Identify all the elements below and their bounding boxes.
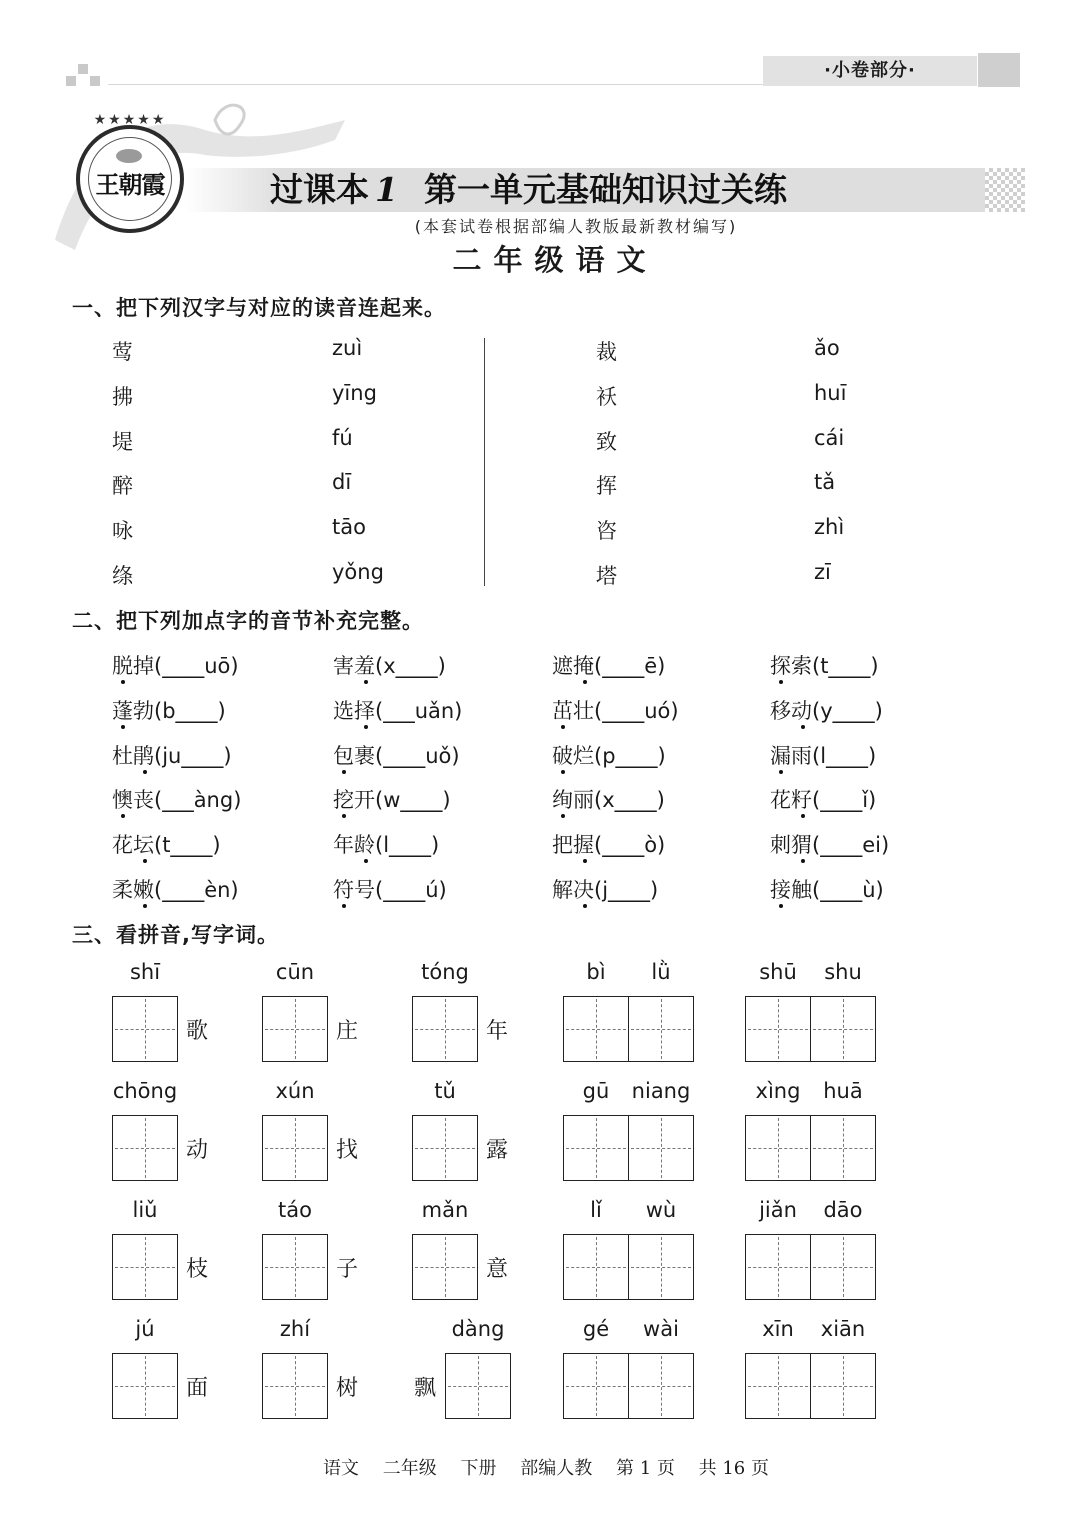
writing-box bbox=[262, 1234, 328, 1300]
syllable-item: 懊丧(___àng) bbox=[112, 788, 242, 813]
pinyin-label: wù bbox=[645, 1198, 677, 1222]
writing-box bbox=[563, 1353, 629, 1419]
syllable-item: 杜鹃(ju____) bbox=[112, 743, 232, 768]
left-pinyin: tāo bbox=[332, 515, 366, 540]
writing-box bbox=[745, 1353, 811, 1419]
emphasis-dot bbox=[801, 859, 805, 863]
page-title bbox=[270, 168, 787, 212]
emphasis-dot bbox=[121, 725, 125, 729]
emphasis-dot bbox=[364, 680, 368, 684]
pinyin-label: lǜ bbox=[651, 960, 671, 984]
syllable-item: 包裹(____uǒ) bbox=[333, 743, 460, 768]
syllable-item: 接触(____ù) bbox=[770, 878, 884, 902]
writing-box bbox=[810, 1353, 876, 1419]
syllable-item: 花坛(t____) bbox=[112, 833, 221, 858]
pinyin-label: mǎn bbox=[421, 1198, 469, 1222]
footer-grade: 二年级 bbox=[382, 1458, 437, 1479]
left-pinyin: yǒng bbox=[332, 560, 384, 584]
given-character: 枝 bbox=[186, 1257, 209, 1282]
writing-box bbox=[628, 996, 694, 1062]
pinyin-label: gé bbox=[582, 1317, 610, 1341]
pinyin-label: zhí bbox=[279, 1317, 311, 1341]
pinyin-label: xiān bbox=[820, 1317, 866, 1341]
emphasis-dot bbox=[342, 904, 346, 908]
syllable-item: 破烂(p____) bbox=[552, 743, 666, 768]
pinyin-label: jú bbox=[135, 1317, 155, 1341]
page-footer bbox=[0, 1454, 1092, 1480]
emphasis-dot bbox=[779, 680, 783, 684]
pinyin-label: lǐ bbox=[590, 1198, 602, 1222]
section3-title: 三、看拼音,写字词。 bbox=[72, 923, 279, 947]
given-character: 意 bbox=[486, 1257, 509, 1282]
left-pinyin: fú bbox=[332, 425, 353, 450]
footer-volume: 下册 bbox=[460, 1458, 497, 1479]
pinyin-label: táo bbox=[278, 1198, 312, 1222]
right-char: 咨 bbox=[596, 519, 617, 544]
emphasis-dot bbox=[364, 725, 368, 729]
writing-box bbox=[563, 996, 629, 1062]
given-character: 动 bbox=[186, 1138, 209, 1163]
emphasis-dot bbox=[143, 859, 147, 863]
logo-stars: ★★★★★ bbox=[93, 112, 167, 128]
grade-subject: 二年级语文 bbox=[452, 243, 658, 277]
writing-box bbox=[262, 1115, 328, 1181]
writing-box bbox=[112, 1353, 178, 1419]
title-prefix: 过课本 bbox=[270, 170, 369, 209]
right-pinyin: tǎ bbox=[814, 470, 836, 495]
section1-title: 一、把下列汉字与对应的读音连起来。 bbox=[72, 296, 446, 320]
pinyin-label: xīn bbox=[762, 1317, 794, 1341]
title-main: 第一单元基础知识过关练 bbox=[423, 170, 787, 209]
footer-subject: 语文 bbox=[323, 1458, 360, 1479]
pinyin-label: shī bbox=[129, 960, 161, 984]
emphasis-dot bbox=[143, 770, 147, 774]
syllable-item: 茁壮(____uó) bbox=[552, 698, 679, 723]
footer-total: 共 16 页 bbox=[698, 1458, 769, 1479]
pinyin-label: wài bbox=[643, 1317, 679, 1341]
syllable-item: 移动(y____) bbox=[770, 698, 883, 723]
emphasis-dot bbox=[342, 770, 346, 774]
left-char: 堤 bbox=[112, 429, 133, 454]
writing-box bbox=[745, 1234, 811, 1300]
emphasis-dot bbox=[561, 770, 565, 774]
right-char: 挥 bbox=[596, 474, 617, 499]
section2-title: 二、把下列加点字的音节补充完整。 bbox=[72, 609, 424, 633]
emphasis-dot bbox=[779, 904, 783, 908]
emphasis-dot bbox=[143, 904, 147, 908]
left-char: 醉 bbox=[112, 474, 133, 499]
left-char: 咏 bbox=[112, 519, 133, 544]
writing-box bbox=[628, 1234, 694, 1300]
emphasis-dot bbox=[583, 680, 587, 684]
pinyin-label: niang bbox=[631, 1079, 691, 1103]
right-pinyin: zī bbox=[814, 560, 831, 584]
pinyin-label: shu bbox=[824, 960, 862, 984]
footer-page: 第 1 页 bbox=[615, 1458, 675, 1479]
given-character: 子 bbox=[336, 1257, 359, 1282]
writing-box bbox=[628, 1353, 694, 1419]
emphasis-dot bbox=[561, 814, 565, 818]
footer-edition: 部编人教 bbox=[520, 1458, 593, 1479]
corner-decoration bbox=[66, 62, 106, 88]
pinyin-label: dāo bbox=[823, 1198, 863, 1222]
syllable-item: 挖开(w____) bbox=[333, 788, 451, 813]
emphasis-dot bbox=[801, 814, 805, 818]
writing-box bbox=[563, 1115, 629, 1181]
syllable-item: 探索(t____) bbox=[770, 654, 879, 678]
syllable-item: 解决(j____) bbox=[552, 878, 659, 902]
right-pinyin: cái bbox=[814, 425, 845, 450]
syllable-item: 符号(____ú) bbox=[333, 878, 447, 902]
given-character: 歌 bbox=[186, 1019, 209, 1044]
title-number: 1 bbox=[375, 170, 398, 209]
pinyin-label: shū bbox=[759, 960, 797, 984]
writing-box bbox=[810, 1234, 876, 1300]
given-character: 飘 bbox=[414, 1376, 437, 1401]
right-char: 致 bbox=[596, 429, 617, 454]
right-char: 塔 bbox=[596, 564, 617, 588]
syllable-item: 年龄(l____) bbox=[333, 833, 440, 858]
left-pinyin: yīng bbox=[332, 380, 377, 405]
subtitle: (本套试卷根据部编人教版最新教材编写) bbox=[414, 217, 738, 236]
pinyin-label: liǔ bbox=[132, 1198, 158, 1222]
writing-box bbox=[112, 1234, 178, 1300]
syllable-item: 脱掉(____uō) bbox=[112, 654, 239, 678]
checker-decoration bbox=[985, 168, 1025, 212]
given-character: 年 bbox=[486, 1019, 509, 1044]
emphasis-dot bbox=[801, 725, 805, 729]
syllable-item: 刺猬(____ei) bbox=[770, 833, 890, 858]
pinyin-label: tóng bbox=[421, 960, 469, 984]
pinyin-label: gū bbox=[582, 1079, 610, 1103]
writing-box bbox=[262, 996, 328, 1062]
pinyin-label: xìng bbox=[755, 1079, 801, 1103]
writing-box bbox=[412, 996, 478, 1062]
pinyin-label: tǔ bbox=[434, 1079, 456, 1103]
pinyin-label: huā bbox=[823, 1079, 863, 1103]
logo-emblem-icon bbox=[116, 149, 142, 163]
section-tab: ·小卷部分· bbox=[763, 56, 977, 86]
writing-box bbox=[628, 1115, 694, 1181]
right-pinyin: ǎo bbox=[814, 336, 840, 360]
left-pinyin: zuì bbox=[332, 336, 363, 360]
writing-box bbox=[412, 1234, 478, 1300]
left-char: 拂 bbox=[112, 384, 133, 409]
given-character: 面 bbox=[186, 1376, 209, 1401]
emphasis-dot bbox=[583, 904, 587, 908]
syllable-item: 花籽(____ǐ) bbox=[770, 788, 877, 813]
pinyin-label: xún bbox=[275, 1079, 315, 1103]
syllable-item: 害羞(x____) bbox=[333, 654, 446, 678]
matching-divider bbox=[484, 338, 485, 586]
emphasis-dot bbox=[121, 814, 125, 818]
writing-box bbox=[112, 1115, 178, 1181]
header-rule bbox=[108, 84, 763, 85]
pinyin-label: jiǎn bbox=[759, 1198, 797, 1222]
pinyin-label: bì bbox=[586, 960, 606, 984]
given-character: 找 bbox=[336, 1138, 359, 1163]
emphasis-dot bbox=[342, 814, 346, 818]
syllable-item: 漏雨(l____) bbox=[770, 743, 877, 768]
syllable-item: 蓬勃(b____) bbox=[112, 698, 226, 723]
syllable-item: 遮掩(____ē) bbox=[552, 654, 666, 678]
section-tab-accent bbox=[978, 53, 1020, 87]
emphasis-dot bbox=[779, 770, 783, 774]
given-character: 露 bbox=[486, 1138, 509, 1163]
right-char: 裁 bbox=[596, 340, 617, 364]
right-char: 袄 bbox=[596, 384, 617, 409]
left-char: 莺 bbox=[112, 340, 133, 364]
writing-box bbox=[810, 1115, 876, 1181]
writing-box bbox=[745, 1115, 811, 1181]
left-pinyin: dī bbox=[332, 470, 352, 495]
given-character: 庄 bbox=[336, 1019, 359, 1044]
writing-box bbox=[810, 996, 876, 1062]
emphasis-dot bbox=[121, 680, 125, 684]
emphasis-dot bbox=[561, 725, 565, 729]
writing-box bbox=[563, 1234, 629, 1300]
emphasis-dot bbox=[364, 859, 368, 863]
logo-text: 王朝霞 bbox=[95, 170, 165, 199]
emphasis-dot bbox=[583, 859, 587, 863]
pinyin-label: chōng bbox=[112, 1079, 178, 1103]
writing-box bbox=[262, 1353, 328, 1419]
pinyin-label: cūn bbox=[275, 960, 315, 984]
pinyin-label: dàng bbox=[451, 1317, 505, 1341]
writing-box bbox=[412, 1115, 478, 1181]
given-character: 树 bbox=[336, 1376, 359, 1401]
writing-box bbox=[745, 996, 811, 1062]
syllable-item: 绚丽(x____) bbox=[552, 788, 665, 813]
writing-box bbox=[112, 996, 178, 1062]
writing-box bbox=[445, 1353, 511, 1419]
right-pinyin: zhì bbox=[814, 515, 845, 540]
syllable-item: 柔嫩(____èn) bbox=[112, 878, 239, 902]
syllable-item: 选择(___uǎn) bbox=[333, 698, 463, 723]
left-char: 绦 bbox=[112, 564, 133, 588]
right-pinyin: huī bbox=[814, 380, 847, 405]
syllable-item: 把握(____ò) bbox=[552, 833, 666, 858]
